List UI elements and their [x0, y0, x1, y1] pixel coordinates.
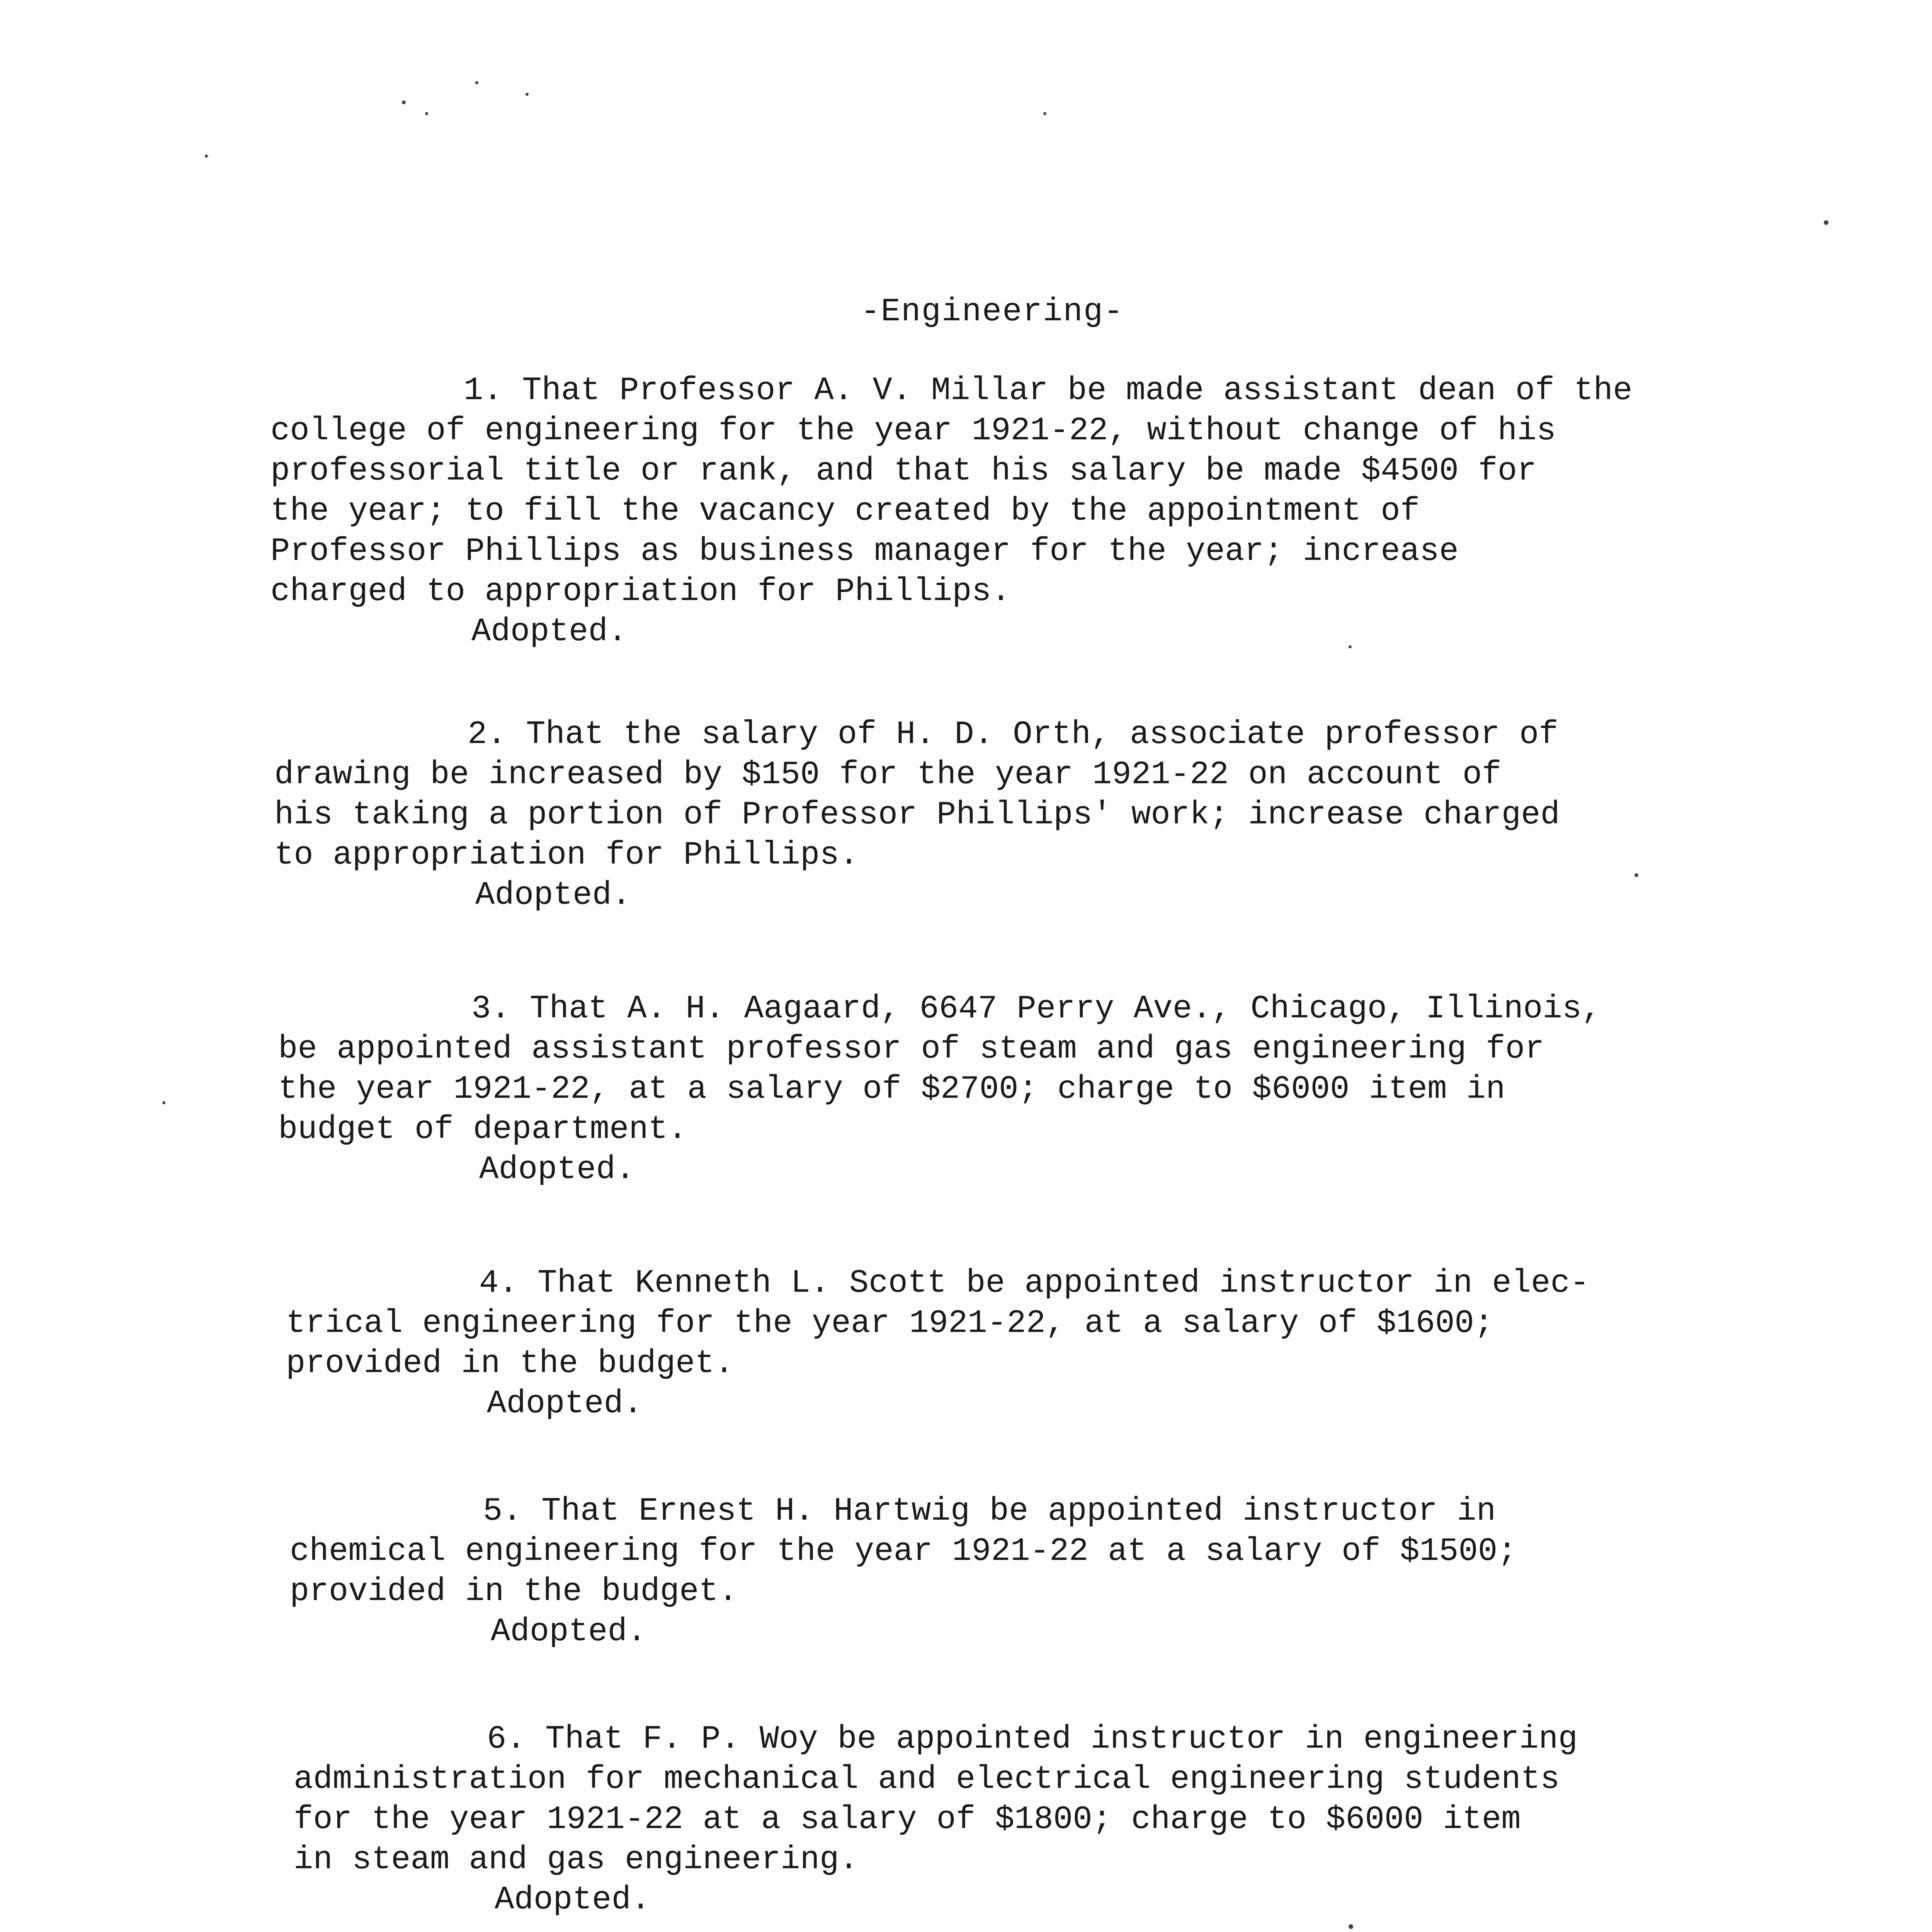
- item-line: the year 1921-22, at a salary of $2700; charge to $6000 item in: [278, 1071, 1505, 1108]
- resolution-item-6: [294, 1719, 1847, 1920]
- adopted-status: Adopted.: [487, 1386, 643, 1422]
- item-line: provided in the budget.: [286, 1345, 734, 1382]
- item-line: for the year 1921-22 at a salary of $1800; charge to $6000 item: [294, 1801, 1521, 1838]
- item-line: professorial title or rank, and that his salary be made $4500 for: [270, 453, 1537, 490]
- adopted-status: Adopted.: [479, 1151, 635, 1188]
- adopted-status: Adopted.: [491, 1614, 647, 1650]
- item-line: trical engineering for the year 1921-22, at a salary of $1600;: [286, 1305, 1494, 1342]
- resolution-item-3: [278, 989, 1832, 1190]
- item-line: Professor Phillips as business manager for the year; increase: [270, 533, 1459, 570]
- item-line: administration for mechanical and electrical engineering students: [294, 1761, 1560, 1798]
- item-line: 2. That the salary of H. D. Orth, associate professor of: [468, 716, 1558, 753]
- scan-speck: [1349, 645, 1352, 648]
- scan-speck: [526, 93, 529, 96]
- scan-speck: [205, 155, 208, 158]
- item-line: his taking a portion of Professor Phillips' work; increase charged: [274, 797, 1560, 833]
- scan-speck: [402, 100, 406, 104]
- resolution-item-2: [274, 715, 1828, 916]
- item-line: the year; to fill the vacancy created by the appointment of: [270, 493, 1420, 530]
- section-heading: -Engineering-: [861, 294, 1124, 330]
- adopted-status: Adopted.: [495, 1882, 651, 1918]
- item-line: charged to appropriation for Phillips.: [270, 573, 1011, 610]
- item-line: in steam and gas engineering.: [294, 1842, 859, 1878]
- item-line: 4. That Kenneth L. Scott be appointed instructor in elec-: [479, 1265, 1590, 1302]
- scan-speck: [1043, 112, 1046, 115]
- item-line: college of engineering for the year 1921-22, without change of his: [270, 413, 1556, 449]
- resolution-item-5: [290, 1492, 1843, 1652]
- scan-speck: [475, 81, 478, 84]
- scan-speck: [1349, 1924, 1353, 1929]
- scan-speck: [1824, 220, 1828, 225]
- item-line: to appropriation for Phillips.: [274, 837, 859, 874]
- item-line: 6. That F. P. Woy be appointed instructor in engineering: [487, 1721, 1578, 1758]
- item-line: budget of department.: [278, 1111, 687, 1148]
- item-line: drawing be increased by $150 for the year 1921-22 on account of: [274, 757, 1502, 793]
- resolution-item-4: [286, 1264, 1839, 1424]
- adopted-status: Adopted.: [475, 877, 631, 914]
- scan-speck: [425, 112, 428, 115]
- adopted-status: Adopted.: [471, 614, 628, 650]
- item-line: chemical engineering for the year 1921-22 at a salary of $1500;: [290, 1533, 1517, 1570]
- item-line: 1. That Professor A. V. Millar be made assistant dean of the: [464, 372, 1633, 409]
- item-line: 3. That A. H. Aagaard, 6647 Perry Ave., Chicago, Illinois,: [471, 991, 1601, 1027]
- item-line: provided in the budget.: [290, 1573, 738, 1610]
- item-line: be appointed assistant professor of steam and gas engineering for: [278, 1031, 1544, 1068]
- scan-speck: [1634, 873, 1638, 877]
- resolution-item-1: [270, 371, 1824, 652]
- scan-speck: [162, 1101, 165, 1104]
- item-line: 5. That Ernest H. Hartwig be appointed instructor in: [483, 1493, 1496, 1530]
